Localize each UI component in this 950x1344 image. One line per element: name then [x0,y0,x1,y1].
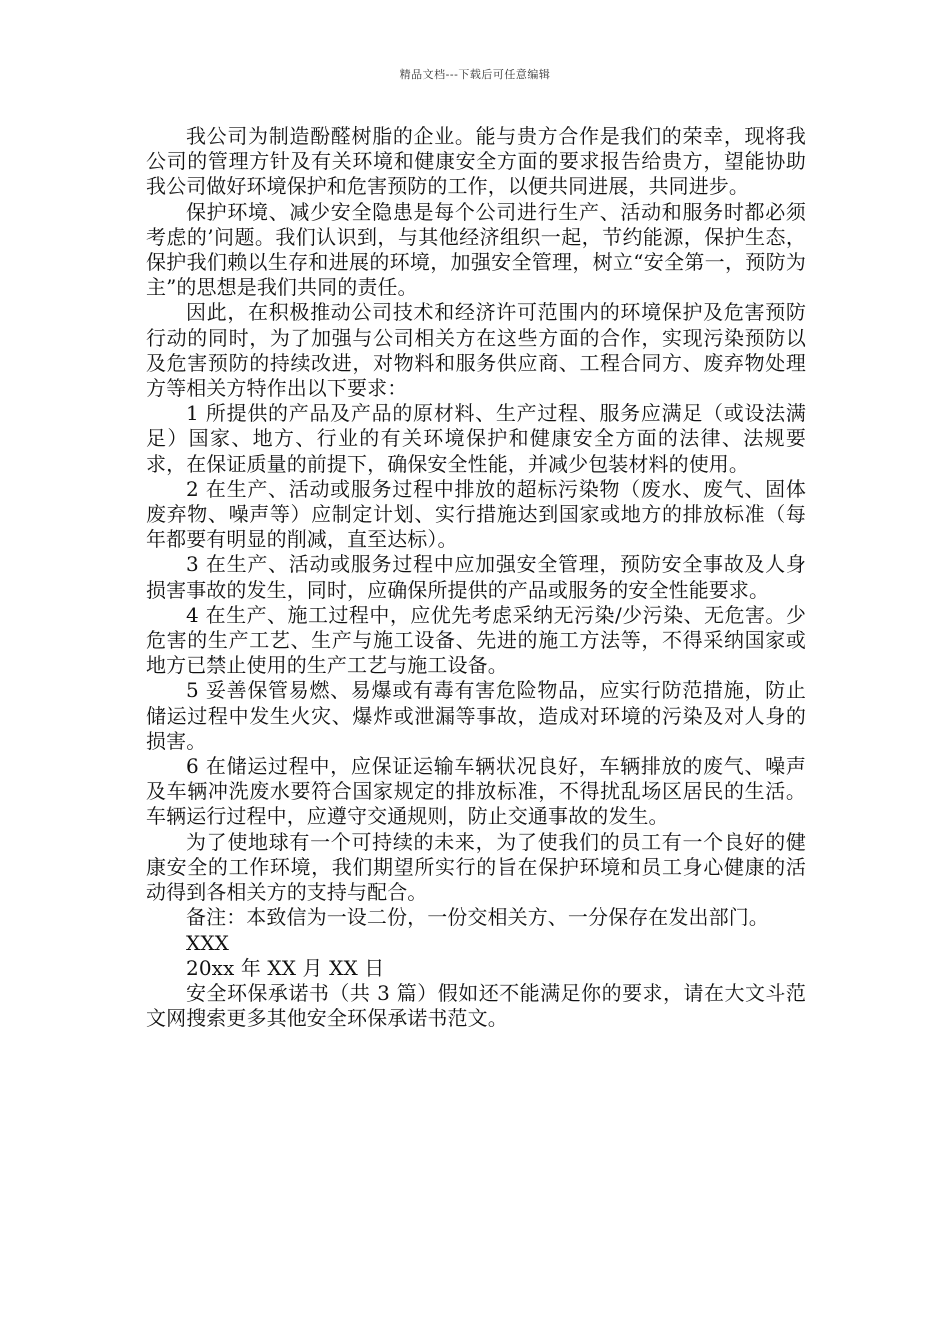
paragraph-footer-note: 安全环保承诺书（共 3 篇）假如还不能满足你的要求，请在大文斗范文网搜索更多其他安全环保承诺书范文。 [146,980,806,1031]
page-header: 精品文档---下载后可任意编辑 [399,68,551,81]
requirement-item-6: 6 在储运过程中，应保证运输车辆状况良好，车辆排放的废气、噪声及车辆冲洗废水要符合国家规定的排放标准，不得扰乱场区居民的生活。车辆运行过程中，应遵守交通规则，防止交通事故的发生。 [146,754,806,829]
paragraph-note: 备注：本致信为一设二份，一份交相关方、一分保存在发出部门。 [186,905,769,930]
signature-date: 20xx 年 XX 月 XX 日 [186,955,385,980]
requirement-item-3: 3 在生产、活动或服务过程中应加强安全管理，预防安全事故及人身损害事故的发生，同时，应确保所提供的产品或服务的安全性能要求。 [146,552,806,602]
requirement-item-5: 5 妥善保管易燃、易爆或有毒有害危险物品，应实行防范措施，防止储运过程中发生火灾、爆炸或泄漏等事故，造成对环境的污染及对人身的损害。 [146,678,806,753]
document-body [146,124,806,1031]
signature-name: XXX [186,930,230,955]
paragraph-therefore: 因此，在积极推动公司技术和经济许可范围内的环境保护及危害预防行动的同时，为了加强与公司相关方在这些方面的合作，实现污染预防以及危害预防的持续改进，对物料和服务供应商、工程合同方、废弃物处理方等相关方特作出以下要求： [146,300,806,401]
paragraph-intro: 我公司为制造酚醛树脂的企业。能与贵方合作是我们的荣幸，现将我公司的管理方针及有关环境和健康安全方面的要求报告给贵方，望能协助我公司做好环境保护和危害预防的工作，以便共同进展，共同进步。 [146,124,806,199]
requirement-item-4: 4 在生产、施工过程中，应优先考虑采纳无污染/少污染、无危害。少危害的生产工艺、生产与施工设备、先进的施工方法等，不得采纳国家或地方已禁止使用的生产工艺与施工设备。 [146,602,806,678]
requirement-item-1: 1 所提供的产品及产品的原材料、生产过程、服务应满足（或设法满足）国家、地方、行业的有关环境保护和健康安全方面的法律、法规要求，在保证质量的前提下，确保安全性能，并减少包装材料的使用。 [146,401,806,476]
paragraph-closing: 为了使地球有一个可持续的未来，为了使我们的员工有一个良好的健康安全的工作环境，我们期望所实行的旨在保护环境和员工身心健康的活动得到各相关方的支持与配合。 [146,829,806,905]
paragraph-environment: 保护环境、减少安全隐患是每个公司进行生产、活动和服务时都必须考虑的’问题。我们认识到，与其他经济组织一起，节约能源，保护生态，保护我们赖以生存和进展的环境，加强安全管理，树立“安全第一，预防为主”的思想是我们共同的责任。 [146,199,806,300]
requirement-item-2: 2 在生产、活动或服务过程中排放的超标污染物（废水、废气、固体废弃物、噪声等）应制定计划、实行措施达到国家或地方的排放标准（每年都要有明显的削减，直至达标）。 [146,476,806,552]
